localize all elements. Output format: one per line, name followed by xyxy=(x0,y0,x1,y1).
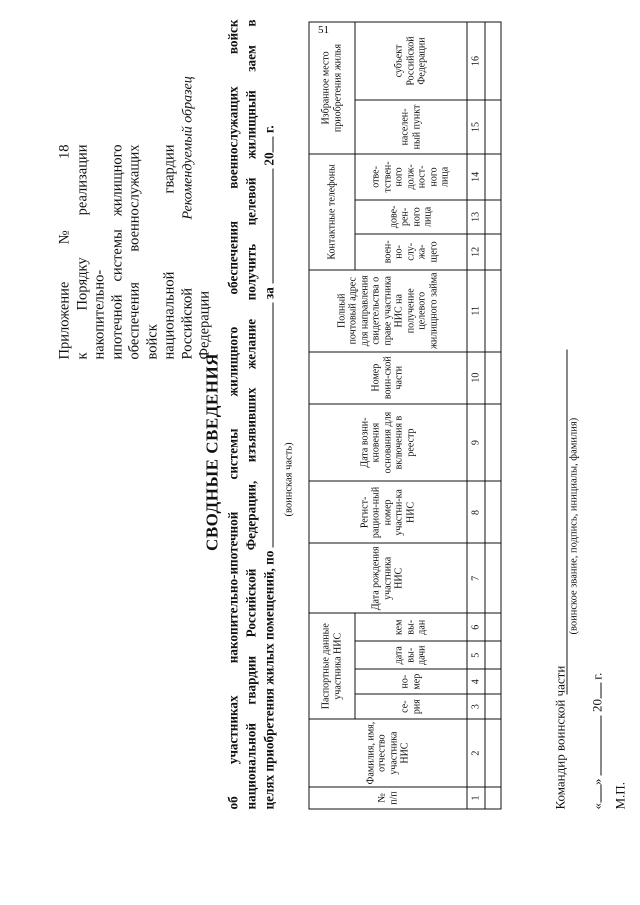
col-number: 6 xyxy=(467,613,485,641)
table-cell[interactable] xyxy=(485,787,501,809)
intro-line-1: об участниках накопительно-ипотечной системы жилищного обеспечения военнослужащих войск xyxy=(225,19,241,810)
sample-note: Рекомендуемый образец xyxy=(180,76,196,220)
col-number: 9 xyxy=(467,404,485,482)
header-series: се-рия xyxy=(355,694,467,719)
table-cell[interactable] xyxy=(485,352,501,404)
col-number: 13 xyxy=(467,200,485,234)
col-number: 3 xyxy=(467,694,485,719)
appendix-line: обеспечения военнослужащих войск xyxy=(126,144,160,360)
header-locality: населен-ный пункт xyxy=(355,100,467,154)
header-issued-by: кем вы-дан xyxy=(355,613,467,641)
header-birth: Дата рождения участника НИС xyxy=(309,543,467,613)
table-cell[interactable] xyxy=(485,22,501,100)
rotated-page xyxy=(1,0,640,905)
table-cell[interactable] xyxy=(485,719,501,787)
column-number-row xyxy=(467,22,485,809)
unit-caption: (воинская часть) xyxy=(283,442,295,517)
header-passport: Паспортные данные участника НИС xyxy=(309,613,355,719)
date-quote-open: « xyxy=(589,803,605,810)
period-blank-field[interactable] xyxy=(261,169,274,284)
month-blank-field[interactable] xyxy=(589,715,602,775)
header-address: Полный почтовый адрес для направления свидетельства о праве участника НИС на получение целевого жилищного займа xyxy=(309,270,467,352)
table-cell[interactable] xyxy=(485,641,501,669)
intro-year: 20 xyxy=(261,152,277,166)
intro-for: за xyxy=(261,287,277,300)
table-cell[interactable] xyxy=(485,200,501,234)
col-number: 11 xyxy=(467,270,485,352)
table-cell[interactable] xyxy=(485,234,501,270)
table-cell[interactable] xyxy=(485,481,501,543)
col-number: 1 xyxy=(467,787,485,809)
table-cell[interactable] xyxy=(485,404,501,482)
table-cell[interactable] xyxy=(485,669,501,694)
appendix-line: ипотечной системы жилищного xyxy=(109,144,125,360)
header-phone-official: отве-тствен-ного долж-ност-ного лица xyxy=(355,154,467,200)
table-cell[interactable] xyxy=(485,154,501,200)
table-cell[interactable] xyxy=(485,543,501,613)
appendix-line: Приложение № 18 xyxy=(56,144,73,360)
year-blank-field[interactable] xyxy=(261,136,274,152)
col-number: 7 xyxy=(467,543,485,613)
col-number: 12 xyxy=(467,234,485,270)
intro-line-2: национальной гвардии Российской Федерации, изъявивших желание получить целевой жилищный заем в xyxy=(243,19,259,810)
col-number: 2 xyxy=(467,719,485,787)
intro-paragraph xyxy=(225,20,279,810)
table-cell[interactable] xyxy=(485,694,501,719)
intro-year-suffix: г. xyxy=(261,125,277,134)
col-number: 5 xyxy=(467,641,485,669)
header-phones: Контактные телефоны xyxy=(309,154,355,270)
signature-caption: (воинское звание, подпись, инициалы, фамилия) xyxy=(568,417,580,635)
header-name: Фамилия, имя, отчество участника НИС xyxy=(309,719,467,787)
stamp-label: М.П. xyxy=(612,782,628,810)
intro-line-3-text: целях приобретения жилых помещений, по xyxy=(261,550,277,810)
header-issue-date: дата вы-дачи xyxy=(355,641,467,669)
date-year: 20 xyxy=(589,699,605,712)
date-quote-close: » xyxy=(589,778,605,785)
header-origin: Дата возни-кновения основания для включения в реестр xyxy=(309,404,467,482)
header-num: № п/п xyxy=(309,787,467,809)
intro-line-3 xyxy=(261,20,279,810)
appendix-line: национальной гвардии Российской xyxy=(161,144,195,360)
table-row xyxy=(485,22,501,809)
col-number: 14 xyxy=(467,154,485,200)
col-number: 10 xyxy=(467,352,485,404)
table-cell[interactable] xyxy=(485,613,501,641)
header-number: но-мер xyxy=(355,669,467,694)
page-number: 51 xyxy=(318,24,329,36)
header-regnum: Регист-рацион-ный номер участни-ка НИС xyxy=(309,481,467,543)
signature-date xyxy=(589,673,606,810)
commander-label: Командир воинской части xyxy=(552,665,568,810)
appendix-line: Федерации xyxy=(196,291,213,360)
header-phone-trusted: дове-рен-ного лица xyxy=(355,200,467,234)
table-header-row xyxy=(309,22,355,809)
table-cell[interactable] xyxy=(485,270,501,352)
date-year-suffix: г. xyxy=(589,672,605,680)
date-year-blank-field[interactable] xyxy=(589,683,602,699)
col-number: 16 xyxy=(467,22,485,100)
col-number: 8 xyxy=(467,481,485,543)
day-blank-field[interactable] xyxy=(589,785,602,803)
participants-table xyxy=(309,22,502,810)
col-number: 4 xyxy=(467,669,485,694)
document-title: СВОДНЫЕ СВЕДЕНИЯ xyxy=(202,353,222,551)
header-place: Избранное место приобретения жилья xyxy=(309,22,355,154)
header-subject: субъект Российской Федерации xyxy=(355,22,467,100)
unit-blank-field[interactable] xyxy=(261,302,274,547)
header-phone-serviceman: воен-но-слу-жа-щего xyxy=(355,234,467,270)
col-number: 15 xyxy=(467,100,485,154)
table-cell[interactable] xyxy=(485,100,501,154)
signature-line[interactable] xyxy=(567,350,568,695)
header-unit-number: Номер воин-ской части xyxy=(309,352,467,404)
appendix-line: к Порядку реализации накопительно- xyxy=(74,144,108,360)
